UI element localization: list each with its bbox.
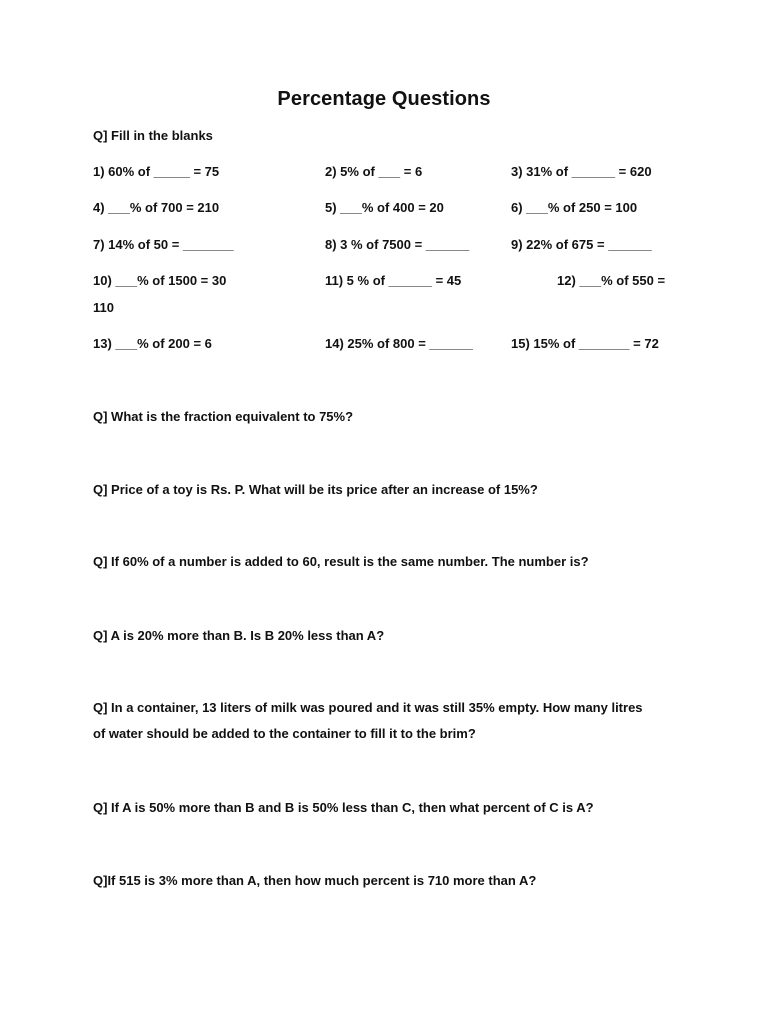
question: Q] If 60% of a number is added to 60, result is the same number. The number is? bbox=[93, 554, 589, 569]
blank-item: 14) 25% of 800 = ______ bbox=[325, 336, 473, 351]
blank-item: 12) ___% of 550 = bbox=[557, 273, 666, 288]
question: Q] If A is 50% more than B and B is 50% less than C, then what percent of C is A? bbox=[93, 800, 594, 815]
question: Q] What is the fraction equivalent to 75%? bbox=[93, 409, 354, 424]
blank-item: 4) ___% of 700 = 210 bbox=[93, 200, 220, 215]
question: Q] Price of a toy is Rs. P. What will be its price after an increase of 15%? bbox=[93, 482, 538, 497]
question-continuation: of water should be added to the container to fill it to the brim? bbox=[93, 726, 476, 741]
fill-blanks-heading: Q] Fill in the blanks bbox=[93, 128, 213, 143]
blank-item: 11) 5 % of ______ = 45 bbox=[325, 273, 462, 288]
question: Q] A is 20% more than B. Is B 20% less than A? bbox=[93, 628, 385, 643]
question: Q]If 515 is 3% more than A, then how much percent is 710 more than A? bbox=[93, 873, 537, 888]
blank-item: 8) 3 % of 7500 = ______ bbox=[325, 237, 470, 252]
blank-item: 10) ___% of 1500 = 30 bbox=[93, 273, 227, 288]
blank-item: 6) ___% of 250 = 100 bbox=[511, 200, 638, 215]
blank-item: 2) 5% of ___ = 6 bbox=[325, 164, 423, 179]
blank-item: 7) 14% of 50 = _______ bbox=[93, 237, 234, 252]
blank-item: 5) ___% of 400 = 20 bbox=[325, 200, 444, 215]
page-title: Percentage Questions bbox=[277, 88, 491, 110]
blank-item: 1) 60% of _____ = 75 bbox=[93, 164, 220, 179]
blank-item: 15) 15% of _______ = 72 bbox=[511, 336, 659, 351]
blank-item-continuation: 110 bbox=[93, 300, 114, 315]
question: Q] In a container, 13 liters of milk was poured and it was still 35% empty. How many litres bbox=[93, 700, 643, 715]
blank-item: 13) ___% of 200 = 6 bbox=[93, 336, 212, 351]
blank-item: 3) 31% of ______ = 620 bbox=[511, 164, 652, 179]
blank-item: 9) 22% of 675 = ______ bbox=[511, 237, 652, 252]
